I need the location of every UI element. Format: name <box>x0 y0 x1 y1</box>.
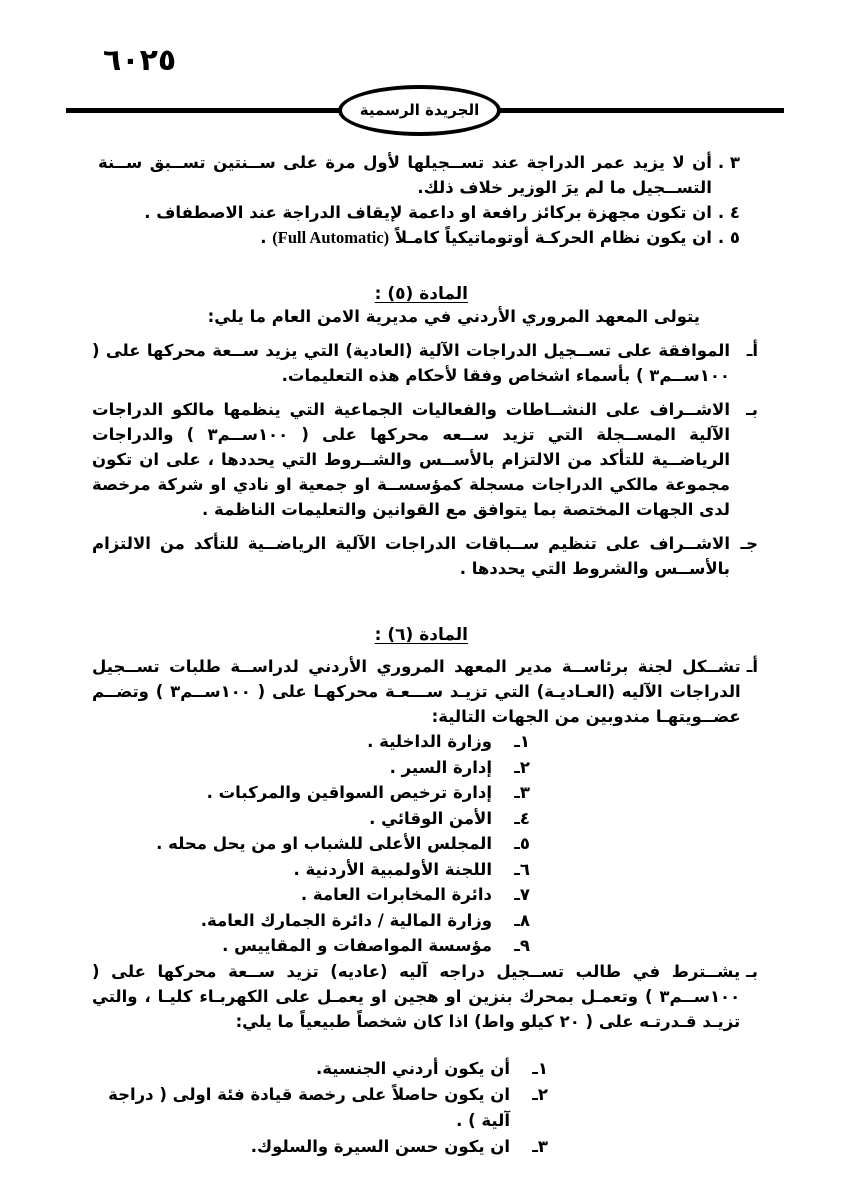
continued-requirements-list <box>92 150 758 250</box>
list-item <box>92 729 530 755</box>
list-item-marker: ٤ـ <box>514 808 530 828</box>
list-item-text: أن يكون أردني الجنسية. <box>316 1058 510 1078</box>
list-item-text: الأمن الوقائي . <box>369 808 492 828</box>
list-item-text: دائرة المخابرات العامة . <box>300 885 492 904</box>
paragraph-text: الموافقة على تســجيل الدراجات الآلية (العادية) التي يزيد ســعة محركها على ( ١٠٠ســم٣ ) بأسماء اشخاص وفقا لأحكام هذه التعليمات. <box>92 341 730 385</box>
list-item-text-before: ان يكون نظام الحركـة أوتوماتيكياً كامـلاً <box>394 228 712 247</box>
spacer <box>92 645 758 654</box>
list-item <box>92 780 530 806</box>
article-6-paragraph-b <box>92 959 758 1034</box>
list-item-marker: ٢ـ <box>532 1084 548 1104</box>
article-6-heading-row <box>92 625 758 645</box>
lettered-paragraph <box>92 338 758 388</box>
latin-term: (Full Automatic) <box>272 228 390 247</box>
list-item-marker: ٣ . <box>717 153 740 172</box>
spacer <box>92 522 758 531</box>
spacer <box>92 329 758 338</box>
list-item <box>92 882 530 908</box>
list-item <box>92 755 530 781</box>
list-item-marker: ٨ـ <box>514 910 530 930</box>
document-body <box>92 150 758 1160</box>
lettered-paragraph <box>92 397 758 522</box>
list-item-text: إدارة السير . <box>389 757 492 777</box>
paragraph-marker: بـ <box>746 400 758 419</box>
article-6-paragraph-a <box>92 654 758 729</box>
gazette-emblem <box>338 85 501 136</box>
list-item-text: اللجنة الأولمبية الأردنية . <box>293 859 492 879</box>
paragraph-marker: أـ <box>746 341 758 360</box>
paragraph-text: الاشــراف على تنظيم ســباقات الدراجات الآلية الرياضــية للتأكد من الالتزام بالأســس والشروط التي يحددها . <box>92 534 730 578</box>
list-item-text: ان يكون حسن السيرة والسلوك. <box>250 1136 510 1156</box>
article-5-heading-row <box>92 284 758 304</box>
list-item <box>92 933 530 959</box>
list-item-marker: ٧ـ <box>514 885 530 904</box>
article-6-section <box>92 625 758 1160</box>
article-6-heading: المادة (٦) : <box>374 625 468 645</box>
applicant-conditions-list <box>92 1056 758 1160</box>
paragraph-text: يشــترط في طالب تســجيل دراجه آليه (عاديه) تزيد ســعة محركها على ( ١٠٠ســم٣ ) وتعمـل بمحرك بنزين او هجين او يعمـل على الكهربـاء كليـا ، والتي تزيـد قـدرتـه على ( ٢٠ كيلو واط) اذا كان شخصاً طبيعياً ما يلي: <box>92 961 741 1031</box>
list-item <box>92 831 530 857</box>
paragraph-marker: بـ <box>746 961 758 981</box>
list-item <box>92 225 758 250</box>
list-item <box>92 200 758 225</box>
list-item-text: ان تكون مجهزة بركائز رافعة او داعمة لإيقاف الدراجة عند الاصطفاف . <box>144 203 712 222</box>
spacer <box>92 581 758 625</box>
list-item-marker: ٣ـ <box>514 783 530 802</box>
list-item <box>92 150 758 200</box>
page-header <box>66 96 784 146</box>
list-item-text: وزارة الداخلية . <box>367 732 492 751</box>
list-item-marker: ١ـ <box>532 1058 548 1078</box>
list-item-text: أن لا يزيد عمر الدراجة عند تســجيلها لأول مرة على ســنتين تســبق ســنة التســجيل ما لم يرَ الوزير خلاف ذلك. <box>98 153 712 197</box>
list-item-marker: ٦ـ <box>514 859 530 879</box>
list-item-text: مؤسسة المواصفات و المقاييس . <box>222 936 492 955</box>
paragraph-marker: أـ <box>746 657 758 676</box>
list-item <box>92 1134 548 1160</box>
list-item <box>92 806 530 832</box>
spacer <box>92 1034 758 1056</box>
list-item-marker: ٩ـ <box>514 936 530 955</box>
list-item-marker: ١ـ <box>514 732 530 751</box>
list-item-text: ان يكون حاصلاً على رخصة قيادة فئة اولى ( دراجة آلية ) . <box>108 1084 510 1130</box>
committee-entities-list <box>92 729 758 959</box>
spacer <box>92 250 758 284</box>
paragraph-text: تشــكل لجنة برئاســة مدير المعهد المروري الأردني لدراســة طلبات تســجيل الدراجات الآليه (العـاديـة) التي تزيـد ســـعـة محركهـا على ( ١٠٠ســم٣ ) وتضــم عضــويتهـا مندوبين من الجهات التالية: <box>92 657 741 726</box>
list-item-text: وزارة المالية / دائرة الجمارك العامة. <box>200 910 492 930</box>
list-item-text <box>98 225 712 250</box>
article-5-section <box>92 284 758 581</box>
list-item <box>92 1082 548 1134</box>
list-item-marker: ٤ . <box>717 203 740 222</box>
article-5-lead: يتولى المعهد المروري الأردني في مديرية الامن العام ما يلي: <box>207 307 700 326</box>
gazette-emblem-label: الجريدة الرسمية <box>359 101 480 119</box>
list-item <box>92 1056 548 1082</box>
spacer <box>92 388 758 397</box>
lettered-paragraph <box>92 531 758 581</box>
list-item <box>92 908 530 934</box>
list-item-marker: ٢ـ <box>514 757 530 777</box>
list-item-marker: ٣ـ <box>532 1136 548 1156</box>
article-5-paragraphs <box>92 338 758 581</box>
list-item-text: المجلس الأعلى للشباب او من يحل محله . <box>156 834 492 853</box>
list-item-marker: ٥ـ <box>514 834 530 853</box>
paragraph-text: الاشــراف على النشــاطات والفعاليات الجماعية التي ينظمها مالكو الدراجات الآلية المســجلة التي تزيد ســعه محركها على ( ١٠٠ســم٣ ) والدراجات الرياضــية للتأكد من الالتزام بالأســس والشــروط التي يحددها ، على ان تكون مجموعة مالكي الدراجات مسجلة كمؤسســة او جمعية او نادي او شركة مرخصة لدى الجهات المختصة بما يتوافق مع القوانين والتعليمات الناظمة . <box>92 400 730 519</box>
paragraph-marker: جـ <box>740 534 758 553</box>
list-item <box>92 857 530 883</box>
list-item-text: إدارة ترخيص السواقين والمركبات . <box>206 783 492 802</box>
list-item-marker: ٥ . <box>717 228 740 247</box>
page-number: ٦٠٢٥ <box>103 43 177 78</box>
article-5-heading: المادة (٥) : <box>374 284 468 304</box>
list-item-text-after: . <box>260 228 267 247</box>
